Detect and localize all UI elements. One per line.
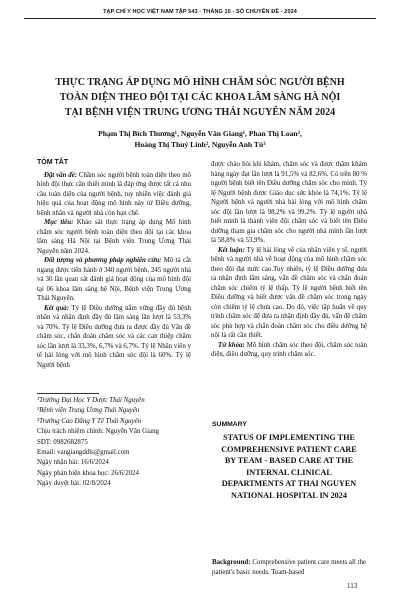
results-text: Tỷ lệ Điều dưỡng nắm vững đầy đủ bệnh nhân và nhận định đầy đủ lâm sàng lần lượt là 53,3% và 70%. Tỷ lệ Điều dưỡng đưa ra được đầy đủ Vấn đề chăm sóc, chẩn đoán chăm sóc và các can thiệp chăm sóc lần lượt là 33,3%, 6,7% và 6,7%. Tỷ lệ Nhân viên y tế hài lòng với mô hình chăm sóc đội là 60%. Tỷ lệ Người bệnh [37, 304, 191, 369]
journal-header: TẠP CHÍ Y HỌC VIỆT NAM TẬP 543 - THÁNG 10 - SỐ CHUYÊN ĐỀ - 2024 [103, 9, 297, 15]
authors-line-1: Phạm Thị Bích Thương¹, Nguyễn Văn Giang¹, Phan Thị Loan², [98, 129, 302, 138]
methods-text: Mô tả cắt ngang được tiến hành ở 340 người bệnh, 245 người nhà và 30 lần quan sát đánh giá hoạt động của mô hình đội tại 06 khoa lâm sàng hệ Nội, Bệnh viện Trung Ương Thái Nguyên. [37, 257, 191, 302]
affiliation-2: ²Bệnh viện Trung Ương Thái Nguyên [37, 407, 140, 415]
header-divider [24, 18, 376, 19]
authors-line-2: Hoàng Thị Thuý Linh², Nguyễn Anh Tú³ [134, 140, 266, 149]
en-title-line-1: STATUS OF IMPLEMENTING THE [223, 433, 355, 442]
abstract-right-column [211, 160, 367, 360]
email: Email: vangiangddls@gmail.com [37, 449, 130, 457]
date-reviewed: Ngày phản biện khoa học: 26/6/2024 [37, 469, 140, 477]
affiliation-1: ¹Trường Đại Học Y Dược Thái Nguyên [37, 397, 145, 404]
affiliation-3: ³Trường Cao Đẳng Y Tế Thái Nguyên [37, 417, 142, 425]
summary-heading: SUMMARY [212, 421, 247, 428]
objective-label: Mục tiêu: [44, 219, 74, 226]
title-line-1: THỰC TRẠNG ÁP DỤNG MÔ HÌNH CHĂM SÓC NGƯỜI BỆNH [55, 77, 345, 88]
page-number: 113 [347, 582, 358, 590]
corresponding-author: Chịu trách nhiệm chính: Nguyễn Văn Giang [37, 428, 159, 436]
background-text: Chăm sóc người bệnh toàn diện theo mô hình đội thực cần thiết mình là đáp ứng được tất cả nhu cầu toàn diện của người bệnh, tuy nhiên việc đánh giá hiệu quả của hoạt động mô hình này từ Điều dưỡng, bệnh nhân và người nhà còn hạn chế. [37, 171, 191, 217]
date-received: Ngày nhận bài: 16/6/2024 [37, 459, 109, 467]
phone: SĐT: 0982682875 [37, 438, 88, 446]
background-label: Đặt vấn đề: [44, 171, 78, 179]
conclusion-text: Tỷ lệ hài lòng về của nhân viên y tế, người bệnh và người nhà về hoạt động của mô hình chăm sóc theo đội đạt mức cao.Tuy nhiên, tỷ lệ Điều dưỡng đưa ra nhận định lâm sàng, vấn đề chăm sóc và chẩn đoán chăm sóc chiếm tỷ lệ thấp. Tỷ lệ người bệnh biết tên Điều dưỡng và biết được vấn đề chăm sóc trong ngày còn chiếm tỷ lệ chưa cao. Do đó, việc tập huấn về quy trình chăm sóc để đưa ra nhận định đầy đủ, vấn đề chăm sóc phù hợp và chẩn đoán chăm sóc cho điều dưỡng hệ nội là rất cần thiết. [211, 246, 367, 339]
english-background [212, 558, 366, 577]
english-title [212, 432, 366, 501]
results-label: Kết quả: [44, 304, 70, 312]
abstract-keywords [211, 341, 367, 360]
abstract-conclusion [211, 246, 367, 341]
abstract-background [37, 171, 191, 219]
article-title [40, 75, 360, 120]
en-title-line-4: INTERNAL CLINICAL [246, 467, 332, 477]
keywords-text: Mô hình chăm sóc theo đội, chăm sóc toàn diện, điều dưỡng, quy trình chăm sóc. [211, 341, 367, 358]
results-continued: được chào hỏi khi khám, chăm sóc và được thăm khám hàng ngày đạt lần lượt là 91,5% và 82,6%. Có trên 80 % người bệnh biết tên Điều dưỡng chăm sóc cho mình. Tỷ lệ Người bệnh được Giáo dục sức khỏe là 74,1%. Tỷ lệ Người bệnh và người nhà hài lòng với mô hình chăm sóc đội lần lượt là 98,2% và 99,2%. Tỷ lệ người nhà biết mình là thành viên đội chăm sóc và biết tên Điều dưỡng tham gia chăm sóc cho người nhà mình lần lượt là 58,8% và 53,9%. [211, 161, 367, 244]
en-title-line-3: BY TEAM - BASED CARE AT THE [224, 456, 354, 465]
methods-label: Đối tượng và phương pháp nghiên cứu: [44, 257, 162, 264]
en-title-line-2: COMPREHENSIVE PATIENT CARE [221, 444, 357, 454]
date-accepted: Ngày duyệt bài: 02/8/2024 [37, 480, 111, 488]
objective-text: Khảo sát thực trạng áp dụng Mô hình chăm sóc người bệnh toàn diện theo đội tại các khoa lâm sàng Hà Nội tại Bệnh viện Trung Ương Thái Nguyên năm 2024. [37, 219, 192, 255]
en-background-label: Background: [212, 559, 251, 566]
title-line-2: TOÀN DIỆN THEO ĐỘI TẠI CÁC KHOA LÂM SÀNG HÀ NỘI [59, 92, 341, 103]
abstract-methods [37, 256, 191, 304]
abstract-objective [37, 218, 191, 256]
abstract-results [37, 304, 191, 371]
title-line-3: TẠI BỆNH VIỆN TRUNG ƯƠNG THÁI NGUYÊN NĂM 2024 [64, 107, 336, 118]
en-title-line-6: NATIONAL HOSPITAL IN 2024 [231, 490, 347, 500]
keywords-label: Từ khóa: [218, 341, 245, 349]
abstract-left-column [37, 158, 191, 370]
footnote-divider [37, 393, 99, 394]
en-background-text: Comprehensive patient care meets all the patient's basic needs. Team-based [212, 559, 366, 576]
footnotes [37, 396, 197, 490]
author-list [40, 128, 360, 150]
en-title-line-5: DEPARTMENTS AT THAI NGUYEN [221, 479, 357, 488]
abstract-heading: TÓM TẮT [37, 159, 69, 166]
conclusion-label: Kết luận: [218, 246, 245, 254]
